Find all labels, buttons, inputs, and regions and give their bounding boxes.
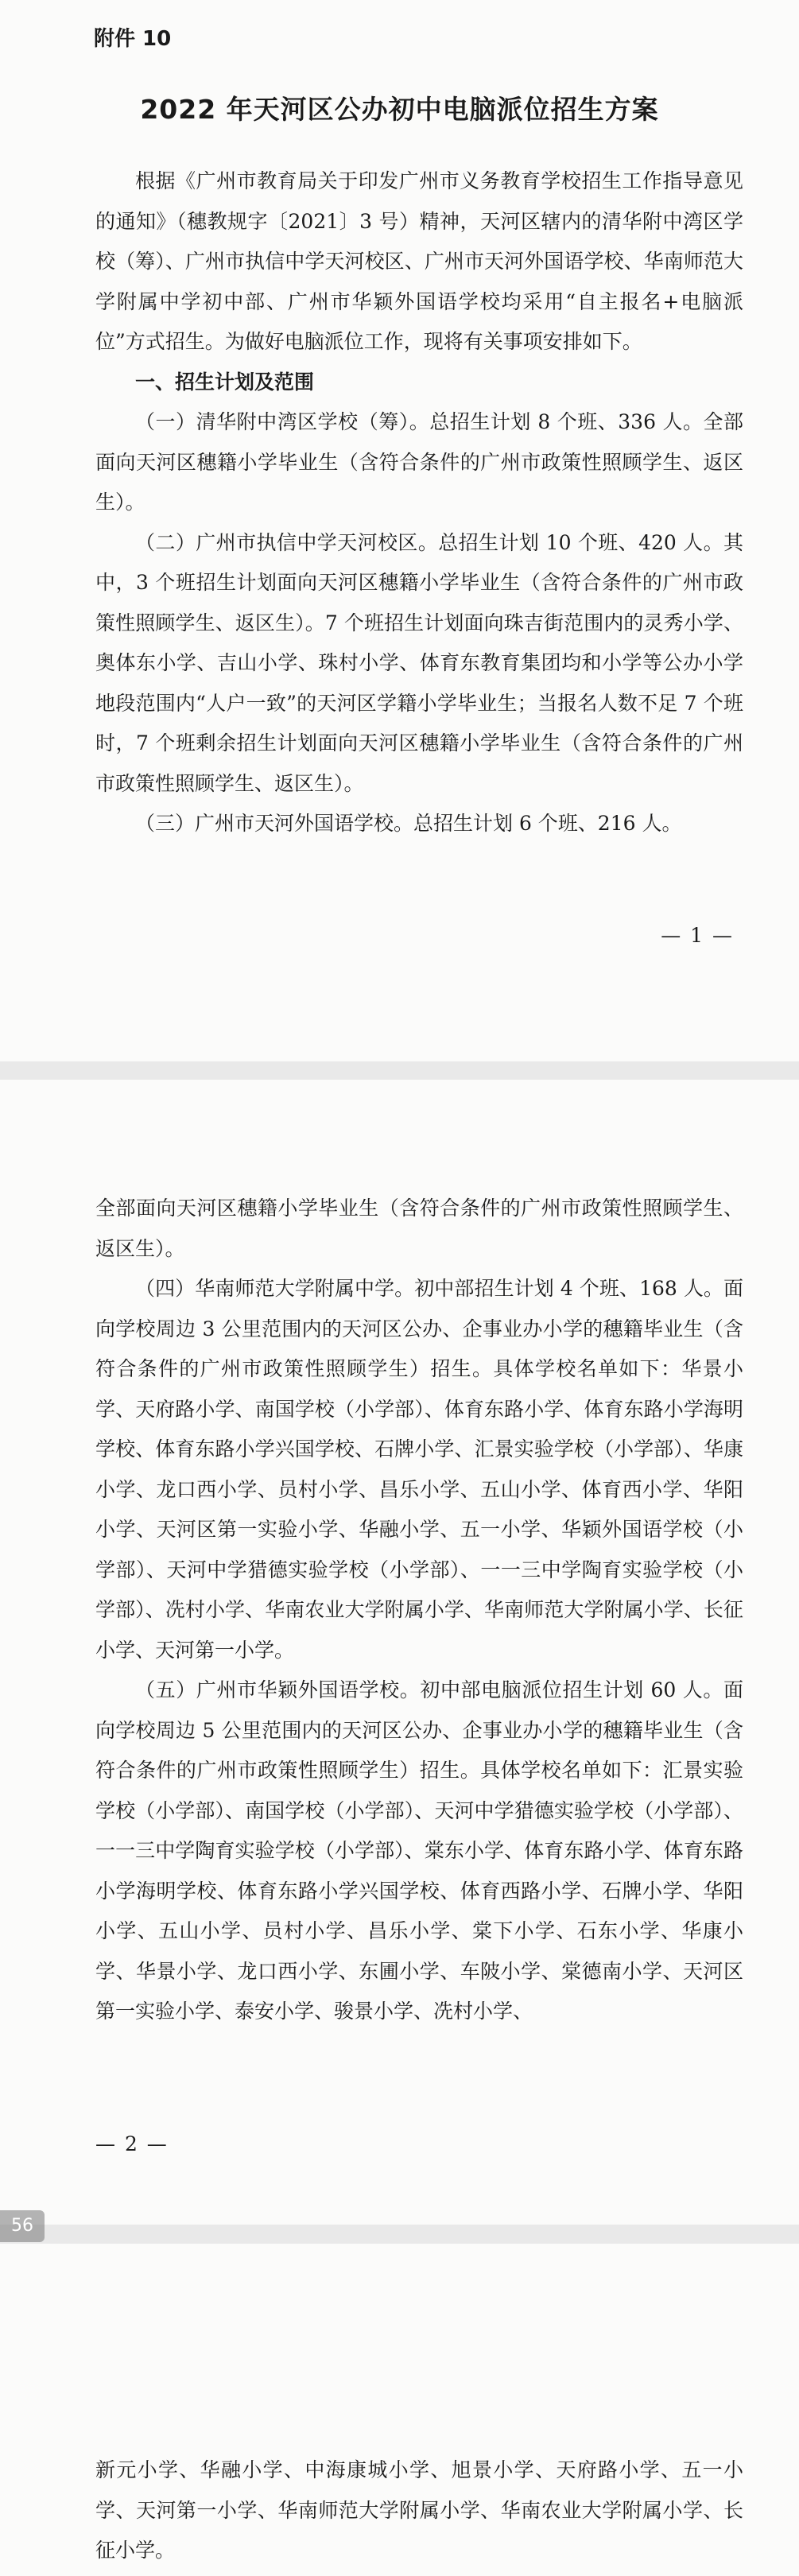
paragraph: （五）广州市华颖外国语学校。初中部电脑派位招生计划 60 人。面向学校周边 5 公里范围内的天河区公办、企事业办小学的穗籍毕业生（含符合条件的广州市政策性照顾学生）招生。具体学校名单如下：汇景实验学校（小学部）、南国学校（小学部）、天河中学猎德实验学校（小学部）、一一三中学陶育实验学校（小学部）、棠东小学、体育东路小学、体育东路小学海明学校、体育东路小学兴国学校、体育西路小学、石牌小学、华阳小学、五山小学、员村小学、昌乐小学、棠下小学、石东小学、华康小学、华景小学、龙口西小学、东圃小学、车陂小学、棠德南小学、天河区第一实验小学、泰安小学、骏景小学、冼村小学、 — [95, 1678, 743, 2023]
paragraph: 全部面向天河区穗籍小学毕业生（含符合条件的广州市政策性照顾学生、返区生）。 — [95, 1197, 743, 1260]
page-1-body — [95, 161, 743, 844]
page-3-body — [95, 2450, 743, 2571]
paragraph: 根据《广州市教育局关于印发广州市义务教育学校招生工作指导意见的通知》（穗教规字〔2021〕3 号）精神，天河区辖内的清华附中湾区学校（筹）、广州市执信中学天河校区、广州市天河外国语学校、华南师范大学附属中学初中部、广州市华颖外国语学校均采用“自主报名+电脑派位”方式招生。为做好电脑派位工作，现将有关事项安排如下。 — [95, 169, 743, 353]
paragraph: （一）清华附中湾区学校（筹）。总招生计划 8 个班、336 人。全部面向天河区穗籍小学毕业生（含符合条件的广州市政策性照顾学生、返区生）。 — [95, 410, 743, 514]
paragraph: （三）广州市天河外国语学校。总招生计划 6 个班、216 人。 — [135, 812, 682, 835]
paragraph: （四）华南师范大学附属中学。初中部招生计划 4 个班、168 人。面向学校周边 3 公里范围内的天河区公办、企事业办小学的穗籍毕业生（含符合条件的广州市政策性照顾学生）招生。具体学校名单如下：华景小学、天府路小学、南国学校（小学部）、体育东路小学、体育东路小学海明学校、体育东路小学兴国学校、石牌小学、汇景实验学校（小学部）、华康小学、龙口西小学、员村小学、昌乐小学、五山小学、体育西小学、华阳小学、天河区第一实验小学、华融小学、五一小学、华颖外国语学校（小学部）、天河中学猎德实验学校（小学部）、一一三中学陶育实验学校（小学部）、冼村小学、华南农业大学附属小学、华南师范大学附属小学、长征小学、天河第一小学。 — [95, 1277, 743, 1662]
page-number: — 1 — — [661, 924, 734, 947]
section-heading: 一、招生计划及范围 — [135, 370, 315, 394]
paragraph: （二）广州市执信中学天河校区。总招生计划 10 个班、420 人。其中，3 个班招生计划面向天河区穗籍小学毕业生（含符合条件的广州市政策性照顾学生、返区生）。7 个班招生计划面向珠吉街范围内的灵秀小学、奥体东小学、吉山小学、珠村小学、体育东教育集团均和小学等公办小学地段范围内“人户一致”的天河区学籍小学毕业生；当报名人数不足 7 个班时，7 个班剩余招生计划面向天河区穗籍小学毕业生（含符合条件的广州市政策性照顾学生、返区生）。 — [95, 530, 743, 795]
page-2-body — [95, 1189, 743, 2032]
page-number: — 2 — — [95, 2132, 169, 2155]
attachment-label: 附件 10 — [94, 27, 172, 51]
document-title: 2022 年天河区公办初中电脑派位招生方案 — [140, 94, 659, 125]
paragraph: 新元小学、华融小学、中海康城小学、旭景小学、天府路小学、五一小学、天河第一小学、华南师范大学附属小学、华南农业大学附属小学、长征小学。 — [95, 2458, 743, 2562]
page-indicator-badge: 56 — [0, 2210, 45, 2242]
